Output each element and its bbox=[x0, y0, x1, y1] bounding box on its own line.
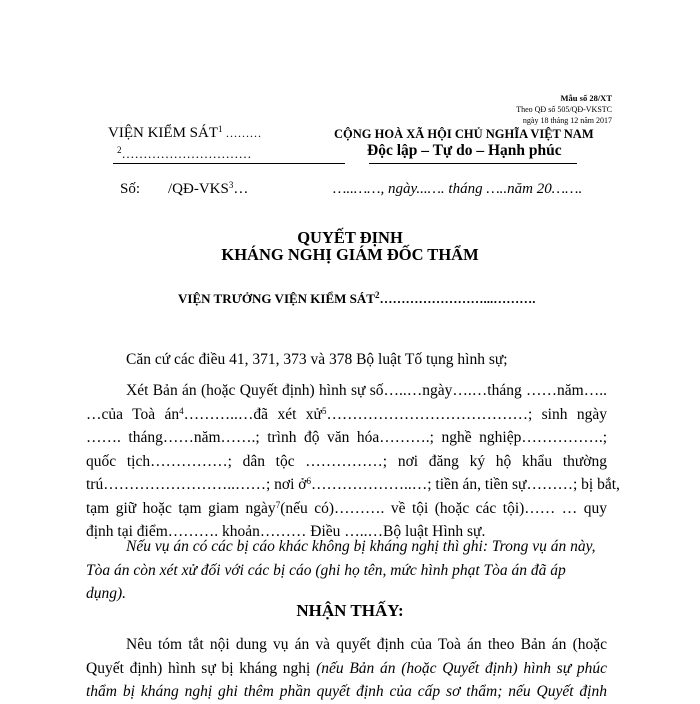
doc-number-label: Số: bbox=[120, 181, 141, 197]
doc-date-line: …..……, ngày...…. tháng …..năm 20……. bbox=[333, 181, 583, 197]
motto-underline bbox=[369, 163, 577, 164]
legal-basis-paragraph: Căn cứ các điều 41, 371, 373 và 378 Bộ luật Tố tụng hình sự; bbox=[126, 351, 508, 368]
form-basis: Theo QĐ số 505/QĐ-VKSTC bbox=[516, 105, 612, 114]
text-line: thẩm bị kháng nghị ghi thêm phần quyết định của cấp sơ thẩm; nếu Quyết định bbox=[86, 683, 607, 700]
judgment-review-paragraph bbox=[86, 379, 620, 544]
other-defendants-note bbox=[86, 535, 607, 606]
org-name: VIỆN KIỂM SÁT$^1$ ……… bbox=[108, 124, 262, 141]
form-code: Mẫu số 28/XT bbox=[560, 93, 612, 103]
findings-paragraph bbox=[86, 633, 607, 704]
text-line: Tòa án còn xét xử đối với các bị cáo (ghi họ tên, mức hình phạt Tòa án đã áp bbox=[86, 561, 566, 579]
text-line: Xét Bản án (hoặc Quyết định) hình sự số…..…ngày….…tháng ……năm….. bbox=[126, 382, 607, 399]
text-line: trú……………………..……; nơi ở$^6$………………..…; tiền án, tiền sự………; bị bắt, bbox=[86, 476, 620, 493]
doc-title: QUYẾT ĐỊNH bbox=[297, 228, 403, 247]
text-line: dụng). bbox=[86, 585, 127, 602]
national-motto: Độc lập – Tự do – Hạnh phúc bbox=[367, 142, 562, 159]
form-code-block bbox=[516, 93, 612, 126]
nation-name: CỘNG HOÀ XÃ HỘI CHỦ NGHĨA VIỆT NAM bbox=[334, 127, 594, 141]
text-line: ……. tháng……năm…….; trình độ văn hóa……….; nghề nghiệp…………….; bbox=[86, 429, 607, 446]
findings-heading: NHẬN THẤY: bbox=[296, 601, 404, 620]
text-line: quốc tịch……………; dân tộc ……………; nơi đăng ký hộ khẩu thường bbox=[86, 452, 607, 470]
doc-subtitle: KHÁNG NGHỊ GIÁM ĐỐC THẨM bbox=[221, 245, 479, 264]
text-line: …của Toà $án^4\dots\dots\dots..\dots đã$ xét xử$^5$…………………………………; sinh ngày bbox=[86, 405, 608, 423]
text-line: Nếu vụ án có các bị cáo khác không bị kháng nghị thì ghi: Trong vụ án này, bbox=[126, 538, 596, 555]
sub-org-name: $^2$………………………… bbox=[117, 145, 252, 161]
left-header-underline bbox=[113, 163, 345, 164]
form-date: ngày 18 tháng 12 năm 2017 bbox=[522, 116, 612, 125]
text-line: Nêu tóm tắt nội dung vụ án và quyết định của Toà án theo Bản án (hoặc bbox=[126, 636, 607, 653]
text-line: Quyết định) hình sự bị kháng nghị (nếu Bản án (hoặc Quyết định) hình sự phúc bbox=[86, 659, 607, 677]
doc-number-code: /QĐ-VKS$^3$… bbox=[168, 180, 249, 197]
text-line: tạm giữ hoặc tạm giam ngày$^7$(nếu có)………. về tội (hoặc các tội)…… … quy bbox=[86, 499, 607, 517]
text-line: định tại điểm………. khoản……… Điều …..…Bộ luật Hình sự. bbox=[86, 523, 486, 540]
chief-prosecutor-line: VIỆN TRƯỞNG VIỆN KIỂM SÁT$^2$……………………...………. bbox=[178, 290, 536, 306]
